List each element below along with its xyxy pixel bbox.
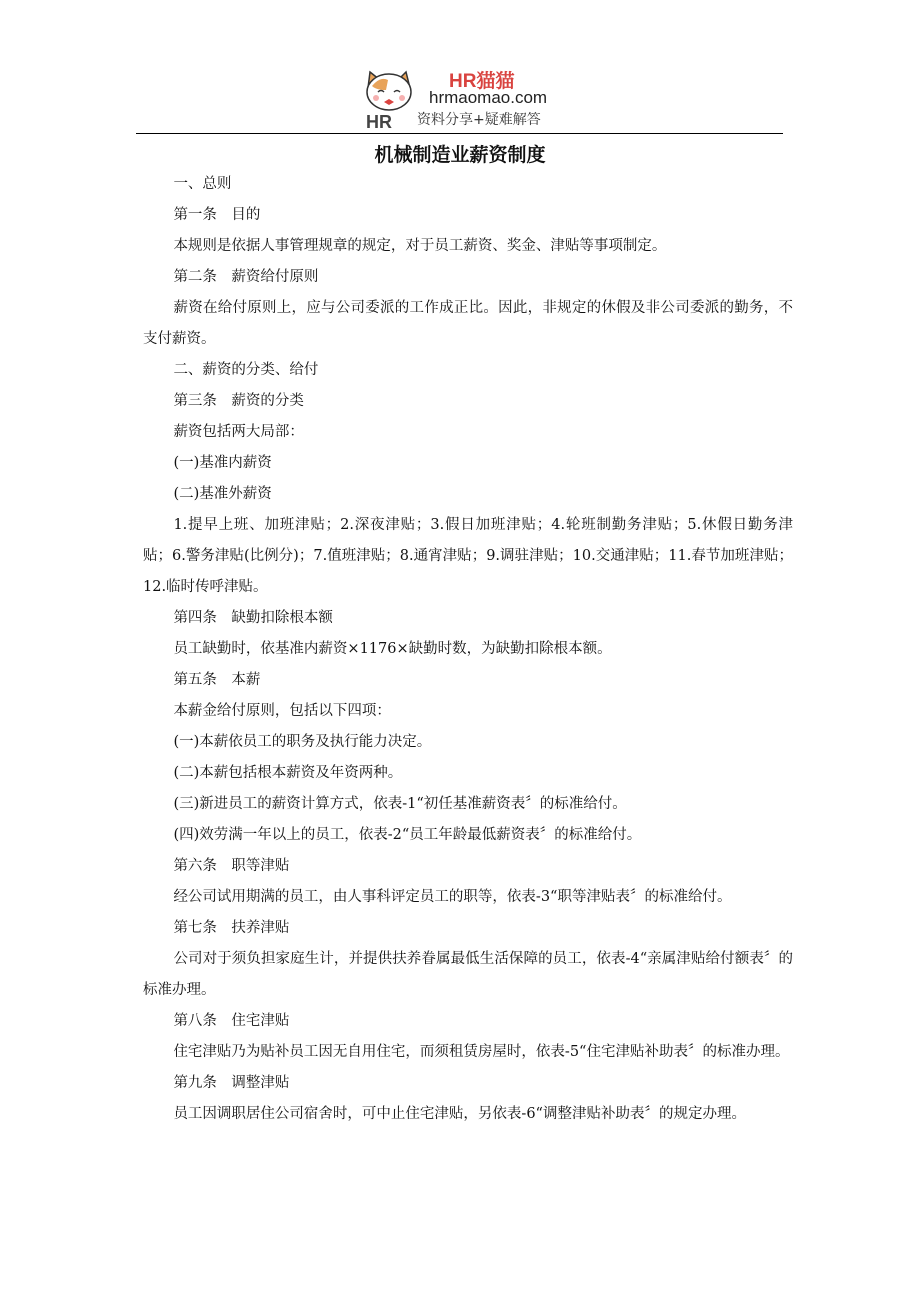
paragraph: (二)基准外薪资 (173, 486, 272, 502)
paragraph: 薪资在给付原则上，应与公司委派的工作成正比。因此，非规定的休假及非公司委派的勤务，不支付薪资。 (143, 300, 793, 347)
paragraph: 二、薪资的分类、给付 (173, 362, 319, 378)
hrmaomao-logo (362, 66, 562, 130)
paragraph: (二)本薪包括根本薪资及年资两种。 (173, 765, 403, 781)
paragraph: 第三条 薪资的分类 (173, 393, 304, 409)
paragraph: (一)本薪依员工的职务及执行能力决定。 (173, 734, 432, 750)
paragraph: 第五条 本薪 (173, 672, 261, 688)
paragraph: 第六条 职等津贴 (173, 858, 290, 874)
paragraph: 第九条 调整津贴 (173, 1075, 290, 1091)
svg-text:HR: HR (366, 112, 392, 130)
paragraph: 员工因调职居住公司宿舍时，可中止住宅津贴，另依表-6“调整津贴补助表〞的规定办理。 (173, 1106, 746, 1122)
header-divider (136, 133, 783, 134)
paragraph: 本薪金给付原则，包括以下四项： (173, 703, 391, 719)
paragraph: (三)新进员工的薪资计算方式，依表-1“初任基准薪资表〞的标准给付。 (173, 796, 627, 812)
paragraph: 第八条 住宅津贴 (173, 1013, 290, 1029)
brand-domain: hrmaomao.com (429, 88, 548, 107)
paragraph: 公司对于须负担家庭生计，并提供扶养眷属最低生活保障的员工，依表-4“亲属津贴给付额表〞的标准办理。 (143, 951, 793, 998)
paragraph: 第七条 扶养津贴 (173, 920, 290, 936)
paragraph: 员工缺勤时，依基准内薪资×1176×缺勤时数，为缺勤扣除根本额。 (173, 641, 612, 657)
brand-tagline: 资料分享+疑难解答 (417, 112, 541, 128)
paragraph: 第一条 目的 (173, 207, 261, 223)
paragraph: 一、总则 (173, 176, 232, 192)
paragraph: 第二条 薪资给付原则 (173, 269, 319, 285)
document-title: 机械制造业薪资制度 (374, 144, 546, 166)
paragraph: 住宅津贴乃为贴补员工因无自用住宅，而须租赁房屋时，依表-5“住宅津贴补助表〞的标准办理。 (173, 1044, 790, 1060)
paragraph: (四)效劳满一年以上的员工，依表-2“员工年龄最低薪资表〞的标准给付。 (173, 827, 642, 843)
paragraph: 第四条 缺勤扣除根本额 (173, 610, 333, 626)
paragraph: 薪资包括两大局部： (173, 424, 304, 440)
cat-mascot-icon (362, 66, 418, 130)
document-body (143, 169, 793, 1130)
brand-name: HR猫猫 (449, 71, 515, 92)
paragraph: 经公司试用期满的员工，由人事科评定员工的职等，依表-3“职等津贴表〞的标准给付。 (173, 889, 732, 905)
paragraph: (一)基准内薪资 (173, 455, 272, 471)
paragraph: 1.提早上班、加班津贴；2.深夜津贴；3.假日加班津贴；4.轮班制勤务津贴；5.休假日勤务津贴；6.警务津贴(比例分)；7.值班津贴；8.通宵津贴；9.调驻津贴；10.交通津贴；11.春节加班津贴； 12.临时传呼津贴。 (143, 517, 793, 595)
paragraph: 本规则是依据人事管理规章的规定，对于员工薪资、奖金、津贴等事项制定。 (173, 238, 667, 254)
